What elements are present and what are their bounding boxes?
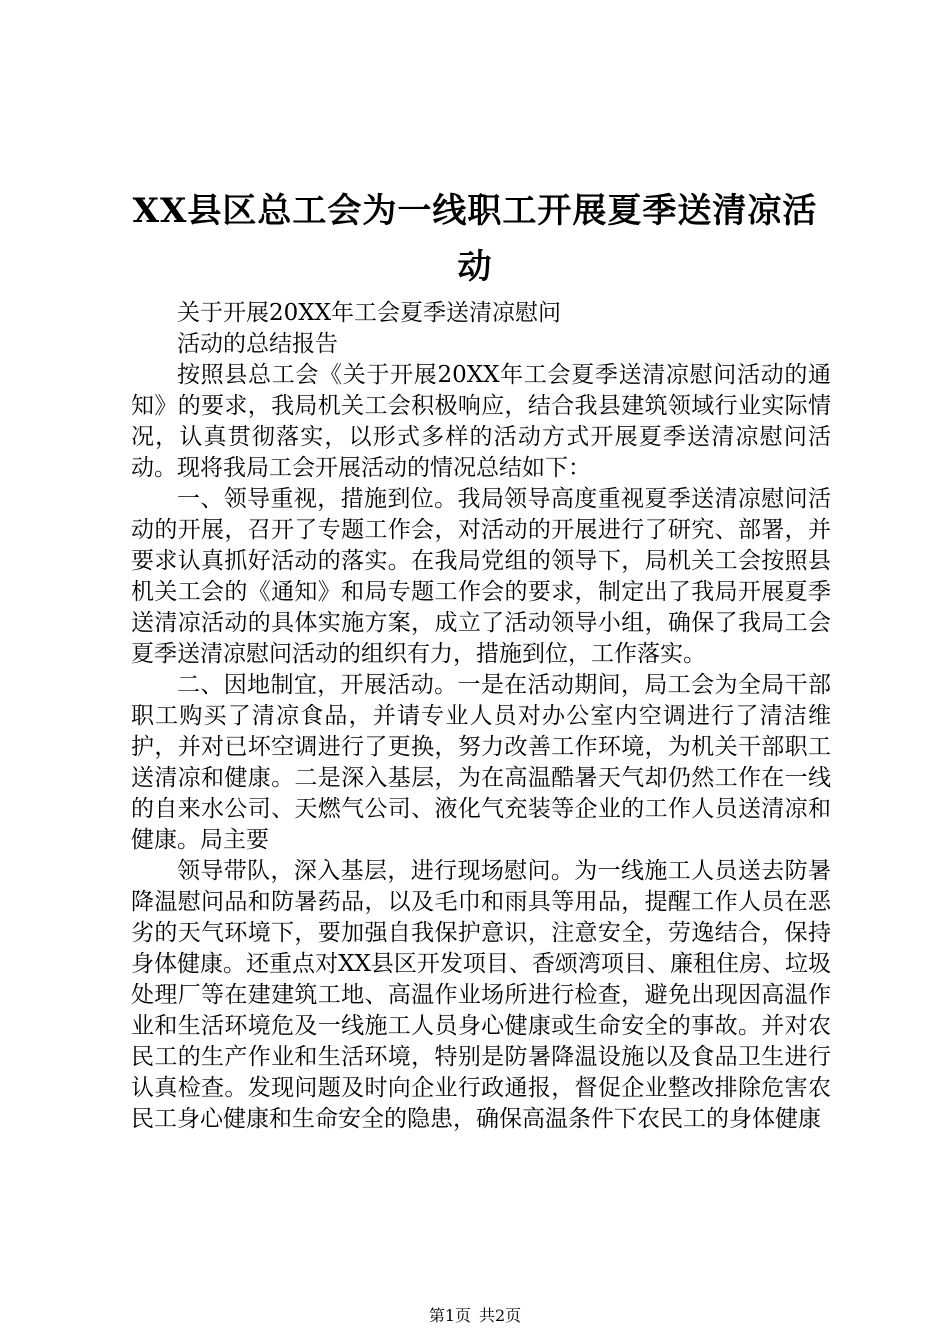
paragraph-intro: 按照县总工会《关于开展20XX年工会夏季送清凉慰问活动的通知》的要求，我局机关工会积极响应，结合我县建筑领域行业实际情况，认真贯彻落实，以形式多样的活动方式开展夏季送清凉慰问活动。现将我局工会开展活动的情况总结如下： [131, 362, 831, 481]
page-number: 第1页 [428, 1306, 471, 1325]
page-total: 共2页 [479, 1306, 522, 1325]
paragraph-section-2: 二、因地制宜，开展活动。一是在活动期间，局工会为全局干部职工购买了清凉食品，并请专业人员对办公室内空调进行了清洁维护，并对已坏空调进行了更换，努力改善工作环境，为机关干部职工送清凉和健康。二是深入基层，为在高温酷暑天气却仍然工作在一线的自来水公司、天燃气公司、液化气充装等企业的工作人员送清凉和健康。局主要 [131, 672, 831, 853]
subtitle-line-1: 关于开展20XX年工会夏季送清凉慰问 [177, 300, 562, 326]
subtitle-line-2: 活动的总结报告 [177, 331, 338, 357]
page-footer [0, 1306, 950, 1326]
paragraph-section-1: 一、领导重视，措施到位。我局领导高度重视夏季送清凉慰问活动的开展，召开了专题工作会，对活动的开展进行了研究、部署，并要求认真抓好活动的落实。在我局党组的领导下，局机关工会按照县机关工会的《通知》和局专题工作会的要求，制定出了我局开展夏季送清凉活动的具体实施方案，成立了活动领导小组，确保了我局工会夏季送清凉慰问活动的组织有力，措施到位，工作落实。 [131, 486, 831, 667]
document-title: XX县区总工会为一线职工开展夏季送清凉活动 [132, 191, 818, 287]
document-body [131, 298, 831, 1135]
paragraph-section-2-continued: 领导带队，深入基层，进行现场慰问。为一线施工人员送去防暑降温慰问品和防暑药品，以及毛巾和雨具等用品，提醒工作人员在恶劣的天气环境下，要加强自我保护意识，注意安全，劳逸结合，保持身体健康。还重点对XX县区开发项目、香颂湾项目、廉租住房、垃圾处理厂等在建建筑工地、高温作业场所进行检查，避免出现因高温作业和生活环境危及一线施工人员身心健康或生命安全的事故。并对农民工的生产作业和生活环境，特别是防暑降温设施以及食品卫生进行认真检查。发现问题及时向企业行政通报，督促企业整改排除危害农民工身心健康和生命安全的隐患，确保高温条件下农民工的身体健康 [131, 858, 831, 1132]
